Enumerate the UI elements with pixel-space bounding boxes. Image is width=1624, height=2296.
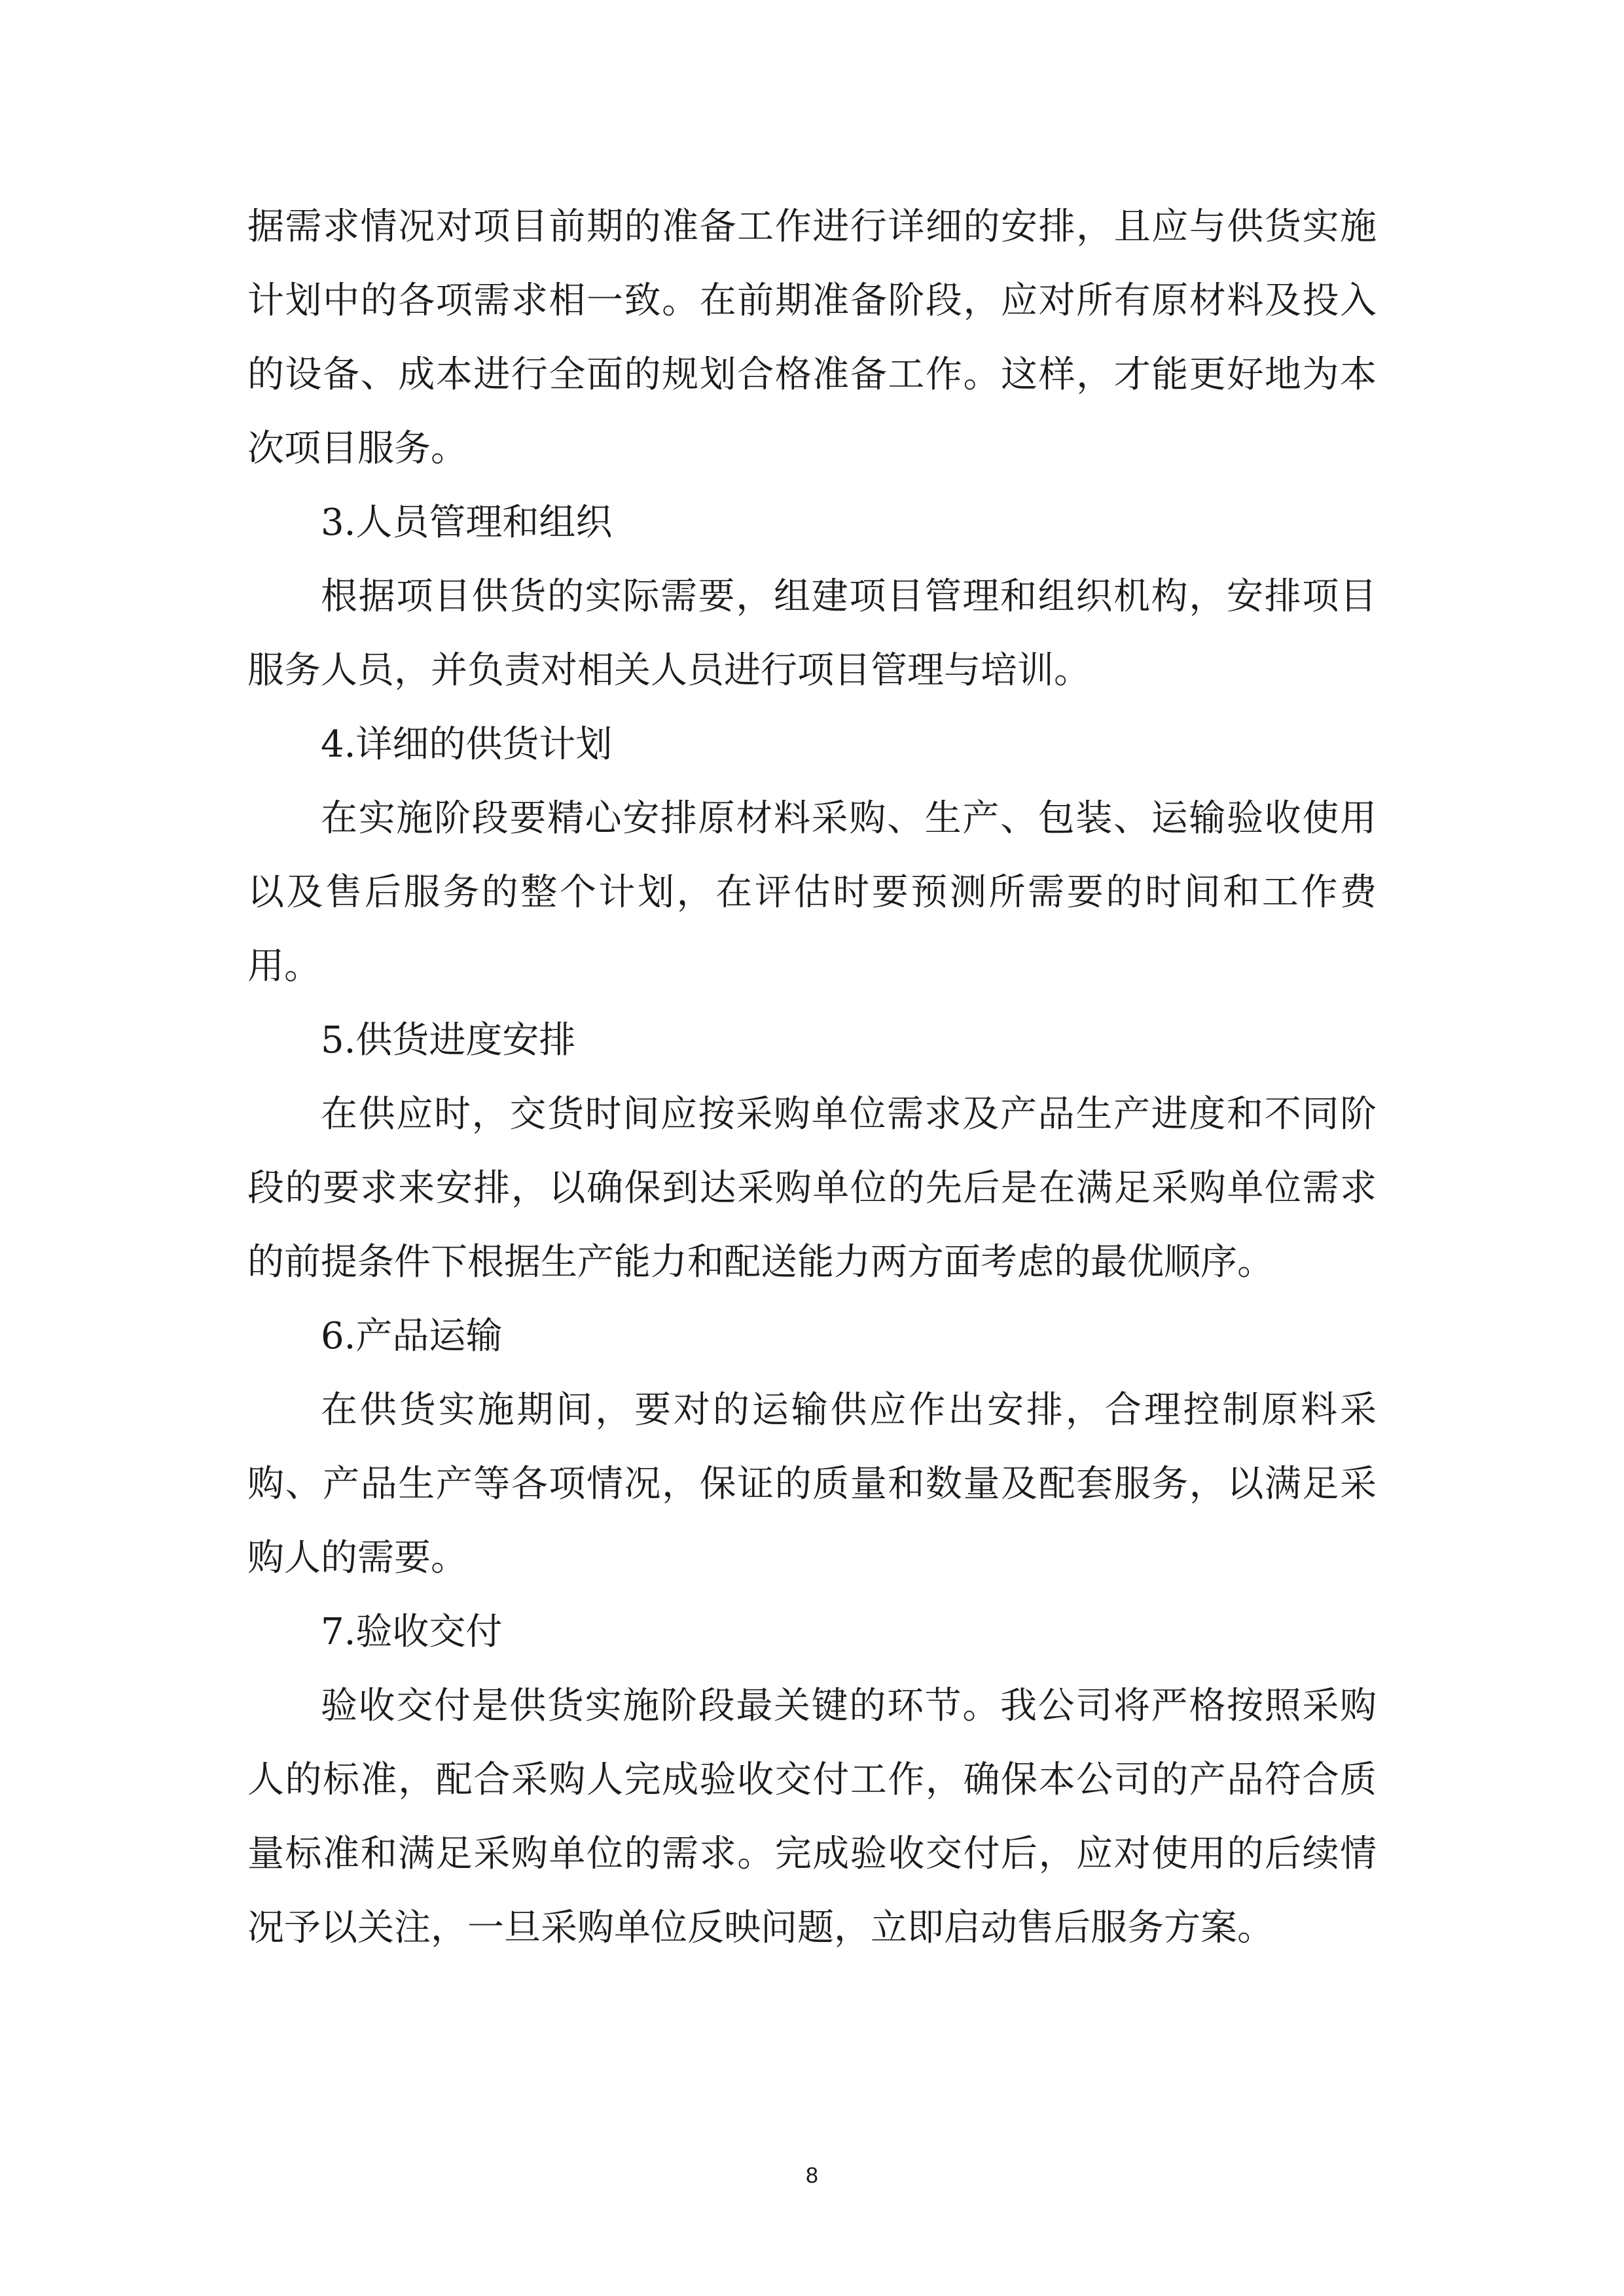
section-heading-3: 3.人员管理和组织 [321,501,613,544]
section-heading-6: 6.产品运输 [321,1315,503,1357]
paragraph-acceptance: 验收交付是供货实施阶段最关键的环节。我公司将严格按照采购人的标准，配合采购人完成验收交付工作，确保本公司的产品符合质量标准和满足采购单位的需求。完成验收交付后，应对使用的后续情况予以关注，一旦采购单位反映问题，立即启动售后服务方案。 [247,1685,1377,1949]
paragraph-staff-management: 根据项目供货的实际需要，组建项目管理和组织机构，安排项目服务人员，并负责对相关人员进行项目管理与培训。 [247,575,1377,692]
paragraph-transport: 在供货实施期间，要对的运输供应作出安排，合理控制原料采购、产品生产等各项情况，保证的质量和数量及配套服务，以满足采购人的需要。 [247,1389,1377,1579]
paragraph-supply-plan: 在实施阶段要精心安排原材料采购、生产、包装、运输验收使用以及售后服务的整个计划，在评估时要预测所需要的时间和工作费用。 [247,797,1377,988]
paragraph-schedule: 在供应时，交货时间应按采购单位需求及产品生产进度和不同阶段的要求来安排，以确保到达采购单位的先后是在满足采购单位需求的前提条件下根据生产能力和配送能力两方面考虑的最优顺序。 [247,1093,1377,1283]
section-heading-5: 5.供货进度安排 [321,1019,576,1062]
page-number: 8 [806,2163,818,2188]
document-body [247,190,1377,1965]
paragraph-continuation: 据需求情况对项目前期的准备工作进行详细的安排，且应与供货实施计划中的各项需求相一致。在前期准备阶段，应对所有原材料及投入的设备、成本进行全面的规划合格准备工作。这样，才能更好地为本次项目服务。 [247,206,1377,470]
section-heading-7: 7.验收交付 [321,1611,503,1653]
section-heading-4: 4.详细的供货计划 [321,723,613,766]
